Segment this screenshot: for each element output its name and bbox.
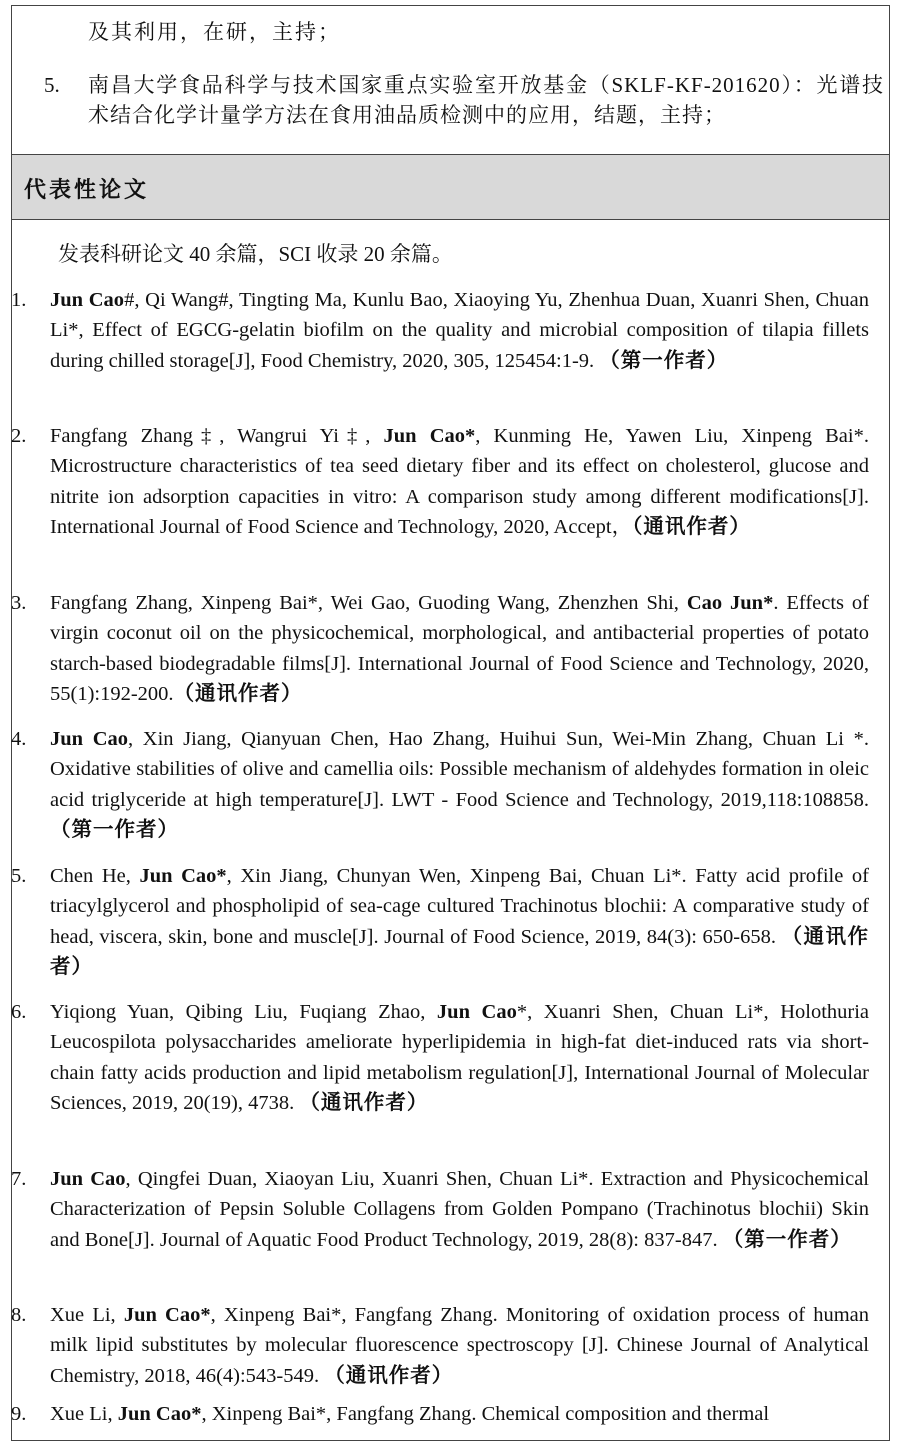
- publication-citation: Chen He, Jun Cao*, Xin Jiang, Chunyan Wen, Xinpeng Bai, Chuan Li*. Fatty acid profile of triacylglycerol and phospholipid of sea-cage cultured Trachinotus blochii: A comparative study of head, viscera, skin, bone and muscle[J]. Journal of Food Science, 2019, 84(3): 650-658. （通讯作者）: [50, 865, 870, 979]
- publication-item-5: [0, 861, 900, 997]
- publication-number: 9.: [11, 1403, 27, 1425]
- publication-citation: Jun Cao#, Qi Wang#, Tingting Ma, Kunlu Bao, Xiaoying Yu, Zhenhua Duan, Xuanri Shen, Chuan Li*, Effect of EGCG-gelatin biofilm on the quality and microbial composition of tilapia fillets during chilled storage[J], Food Chemistry, 2020, 305, 125454:1-9. （第一作者）: [50, 289, 869, 372]
- publication-citation: Xue Li, Jun Cao*, Xinpeng Bai*, Fangfang Zhang. Chemical composition and thermal: [50, 1403, 770, 1425]
- publication-item-7: [0, 1164, 900, 1300]
- publication-item-6: [0, 997, 900, 1164]
- author-role: （通讯作者）: [173, 683, 303, 706]
- publication-item-3: [0, 588, 900, 724]
- publication-item-9: [0, 1399, 900, 1433]
- publication-number: 3.: [11, 592, 27, 614]
- author-role: （通讯作者）: [324, 1364, 454, 1387]
- highlighted-author: Jun Cao: [50, 289, 125, 311]
- publication-item-1: [0, 285, 900, 421]
- publications-intro: 发表科研论文 40 余篇，SCI 收录 20 余篇。: [58, 242, 453, 266]
- author-role: （通讯作者）: [299, 1092, 429, 1115]
- section-title: 代表性论文: [24, 177, 150, 202]
- highlighted-author: Jun Cao*: [139, 865, 227, 887]
- author-role: （通讯作者）: [632, 516, 751, 539]
- funding-item-text: 南昌大学食品科学与技术国家重点实验室开放基金（SKLF-KF-201620）：光谱技术结合化学计量学方法在食用油品质检测中的应用，结题，主持；: [88, 73, 884, 127]
- publication-number: 7.: [11, 1168, 27, 1190]
- author-role: （第一作者）: [50, 819, 179, 842]
- highlighted-author: Jun Cao: [436, 1001, 517, 1023]
- publication-number: 4.: [11, 728, 27, 750]
- publication-number: 1.: [11, 289, 27, 311]
- publication-citation: Xue Li, Jun Cao*, Xinpeng Bai*, Fangfang Zhang. Monitoring of oxidation process of human milk lipid substitutes by molecular fluorescence spectroscopy [J]. Chinese Journal of Analytical Chemistry, 2018, 46(4):543-549. （通讯作者）: [50, 1304, 869, 1387]
- highlighted-author: Jun Cao: [50, 728, 128, 750]
- publication-number: 2.: [11, 425, 27, 447]
- funding-item-number: 5.: [44, 73, 60, 97]
- publication-number: 5.: [11, 865, 27, 887]
- publication-citation: Yiqiong Yuan, Qibing Liu, Fuqiang Zhao, Jun Cao*, Xuanri Shen, Chuan Li*, Holothuria Leucospilota polysaccharides ameliorate hyperlipidemia in high-fat diet-induced rats via short-chain fatty acids production and lipid metabolism regulation[J], International Journal of Molecular Sciences, 2019, 20(19), 4738. （通讯作者）: [50, 1001, 870, 1115]
- publication-citation: Jun Cao, Xin Jiang, Qianyuan Chen, Hao Zhang, Huihui Sun, Wei-Min Zhang, Chuan Li *. Oxidative stabilities of olive and camellia oils: Possible mechanism of aldehydes formation in oleic acid triglyceride at high temperature[J]. LWT - Food Science and Technology, 2019,118:108858. （第一作者）: [50, 728, 870, 842]
- publication-list: [0, 285, 900, 1433]
- highlighted-author: Cao Jun*: [686, 592, 774, 614]
- publication-citation: Jun Cao, Qingfei Duan, Xiaoyan Liu, Xuanri Shen, Chuan Li*. Extraction and Physicochemical Characterization of Pepsin Soluble Collagens from Golden Pompano (Trachinotus blochii) Skin and Bone[J]. Journal of Aquatic Food Product Technology, 2019, 28(8): 837-847. （第一作者）: [50, 1168, 869, 1251]
- publication-citation: Fangfang Zhang, Xinpeng Bai*, Wei Gao, Guoding Wang, Zhenzhen Shi, Cao Jun*. Effects of virgin coconut oil on the physicochemical, morphological, and antibacterial properties of potato starch-based biodegradable films[J]. International Journal of Food Science and Technology, 2020, 55(1):192-200.（通讯作者）: [50, 592, 870, 706]
- funding-section: [12, 6, 889, 154]
- publication-item-2: [0, 421, 900, 588]
- publication-number: 6.: [11, 1001, 27, 1023]
- section-header: [12, 154, 889, 220]
- highlighted-author: Jun Cao*: [123, 1304, 211, 1326]
- publication-item-4: [0, 724, 900, 861]
- highlighted-author: Jun Cao*: [383, 425, 476, 447]
- publication-item-8: [0, 1300, 900, 1399]
- highlighted-author: Jun Cao*: [117, 1403, 202, 1425]
- highlighted-author: Jun Cao: [50, 1168, 126, 1190]
- publication-citation: Fangfang Zhang‡, Wangrui Yi‡, Jun Cao*, Kunming He, Yawen Liu, Xinpeng Bai*. Microstructure characteristics of tea seed dietary fiber and its effect on cholesterol, glucose and nitrite ion adsorption capacities in vitro: A comparison study among different modifications[J]. International Journal of Food Science and Technology, 2020, Accept，（通讯作者）: [50, 425, 869, 539]
- author-role: （通讯作者）: [50, 925, 870, 979]
- author-role: （第一作者）: [599, 349, 729, 372]
- funding-continuation: 及其利用，在研，主持；: [88, 20, 341, 44]
- publication-number: 8.: [11, 1304, 27, 1326]
- author-role: （第一作者）: [722, 1228, 852, 1251]
